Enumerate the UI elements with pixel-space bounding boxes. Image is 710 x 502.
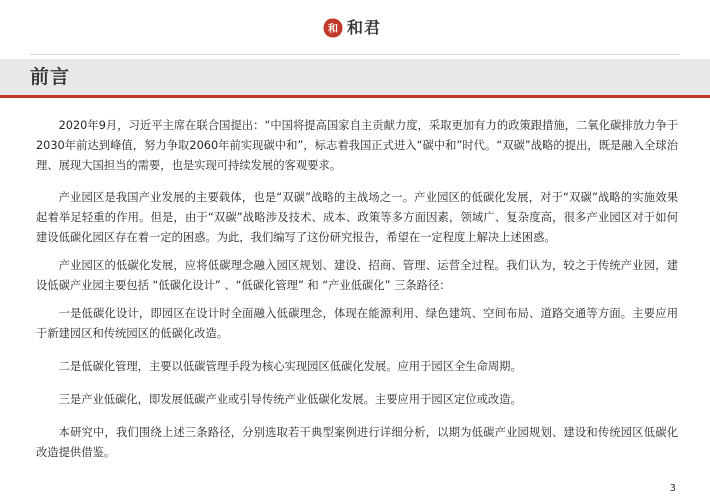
page-number: 3	[669, 483, 676, 494]
section-title-band	[0, 59, 710, 95]
brand-name: 和君	[347, 18, 382, 37]
title-accent-rule	[0, 95, 710, 98]
red-brand-seal-icon	[322, 17, 344, 39]
body-text	[36, 116, 678, 463]
paragraph-industrial-parks: 产业园区是我国产业发展的主要载体，也是“双碳”战略的主战场之一。产业园区的低碳化发展，对于“双碳”战略的实施效果起着举足轻重的作用。但是，由于“双碳”战略涉及技术、成本、政策等多方面因素，领域广、复杂度高，很多产业园区对于如何建设低碳化园区存在着一定的困惑。为此，我们编写了这份研究报告，希望在一定程度上解决上述困惑。	[36, 191, 678, 244]
paragraph-study-scope: 本研究中，我们围绕上述三条路径，分别选取若干典型案例进行详细分析，以期为低碳产业园规划、建设和传统园区低碳化改造提供借鉴。	[36, 426, 678, 459]
paragraph-path-management: 二是低碳化管理，主要以低碳管理手段为核心实现园区低碳化发展。应用于园区全生命周期。	[58, 360, 522, 373]
page-header	[0, 0, 710, 56]
paragraph-path-design: 一是低碳化设计，即园区在设计时全面融入低碳理念，体现在能源利用、绿色建筑、空间布局、道路交通等方面。主要应用于新建园区和传统园区的低碳化改造。	[36, 307, 678, 340]
logo-glyph: 和	[328, 24, 338, 35]
brand-logo	[322, 16, 381, 40]
header-divider	[30, 54, 680, 55]
paragraph-intro: 2020年9月，习近平主席在联合国提出：“中国将提高国家自主贡献力度，采取更加有力的政策跟措施，二氧化碳排放力争于2030年前达到峰值，努力争取2060年前实现碳中和”，标志着我国正式进入“碳中和”时代。“双碳”战略的提出，既是融入全球治理、展现大国担当的需要，也是实现可持续发展的客观要求。	[36, 119, 678, 172]
page-title: 前言	[30, 66, 71, 88]
paragraph-path-industry: 三是产业低碳化，即发展低碳产业或引导传统产业低碳化发展。主要应用于园区定位或改造。	[58, 393, 522, 406]
paragraph-three-paths: 产业园区的低碳化发展，应将低碳理念融入园区规划、建设、招商、管理、运营全过程。我们认为，较之于传统产业园，建设低碳产业园主要包括 “低碳化设计” 、“低碳化管理” 和 “产业低碳化” 三条路径：	[36, 259, 678, 292]
